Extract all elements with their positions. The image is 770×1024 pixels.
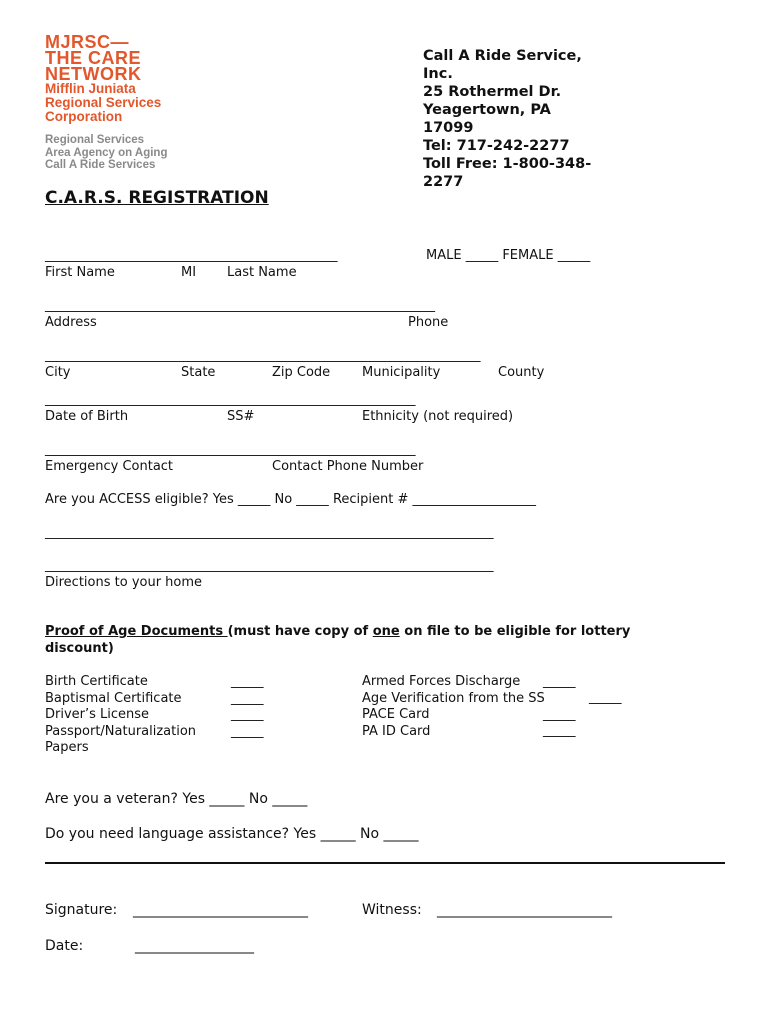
- dob-label: Date of Birth: [45, 409, 129, 424]
- ethnicity-label: Ethnicity (not required): [362, 409, 514, 424]
- proof-item-license: Driver’s License: [45, 707, 150, 722]
- address-line-1: Call A Ride Service,: [423, 48, 582, 64]
- proof-left-list: [45, 674, 196, 757]
- logo-line-4: Mifflin Juniata: [45, 81, 136, 96]
- proof-heading-one: one: [372, 624, 400, 639]
- date-label: Date:: [45, 938, 84, 954]
- proof-item-birth: Birth Certificate: [45, 674, 148, 689]
- county-label: County: [498, 365, 545, 380]
- name-line[interactable]: _____________________________________________: [45, 248, 338, 263]
- proof-blank[interactable]: _____: [231, 674, 264, 689]
- witness-label: Witness:: [362, 902, 422, 918]
- proof-item-ss-verification: Age Verification from the SS: [362, 690, 545, 706]
- directions-line-2[interactable]: _____________________________________________________________________: [45, 558, 494, 573]
- address-line-2: Inc.: [423, 66, 453, 82]
- proof-heading-text-1: (must have copy of: [227, 624, 373, 639]
- logo-org: [45, 82, 161, 124]
- address-line-5: 17099: [423, 120, 474, 136]
- proof-item-papers: Papers: [45, 740, 89, 755]
- logo: [45, 34, 142, 82]
- signature-line[interactable]: _________________________: [133, 902, 308, 918]
- page-title: C.A.R.S. REGISTRATION: [45, 188, 269, 208]
- address-line-7: Toll Free: 1-800-348-: [423, 156, 592, 172]
- logo-sub-3: Call A Ride Services: [45, 159, 156, 171]
- dob-line[interactable]: _________________________________________________________: [45, 392, 416, 407]
- proof-heading-text-2: on file to be eligible for lottery: [399, 624, 631, 639]
- city-line[interactable]: ___________________________________________________________________: [45, 348, 481, 363]
- address-label: Address: [45, 315, 97, 330]
- date-line[interactable]: _________________: [135, 938, 254, 954]
- proof-heading-line-2: discount): [45, 641, 114, 656]
- proof-blank[interactable]: _____: [589, 690, 622, 705]
- logo-line-5: Regional Services: [45, 95, 162, 110]
- proof-blank[interactable]: _____: [231, 690, 264, 706]
- contact-phone-label: Contact Phone Number: [272, 459, 424, 474]
- proof-item-baptismal: Baptismal Certificate: [45, 690, 182, 706]
- proof-heading: [45, 624, 630, 639]
- access-eligible-field[interactable]: Are you ACCESS eligible? Yes _____ No _____ Recipient # ___________________: [45, 492, 537, 507]
- address-line-6: Tel: 717-242-2277: [423, 138, 570, 154]
- zip-label: Zip Code: [272, 365, 331, 380]
- proof-blank[interactable]: _____: [231, 723, 264, 739]
- proof-left-blanks: [231, 674, 264, 740]
- address-line-3: 25 Rothermel Dr.: [423, 84, 562, 100]
- veteran-field[interactable]: Are you a veteran? Yes _____ No _____: [45, 791, 308, 807]
- phone-label: Phone: [408, 315, 449, 330]
- emergency-label: Emergency Contact: [45, 459, 174, 474]
- divider: [45, 862, 725, 864]
- municipality-label: Municipality: [362, 365, 441, 380]
- proof-right-list: [362, 674, 545, 740]
- address-line-8: 2277: [423, 174, 464, 190]
- proof-blank[interactable]: _____: [543, 674, 576, 689]
- logo-sub-1: Regional Services: [45, 134, 145, 146]
- directions-line-1[interactable]: _____________________________________________________________________: [45, 525, 494, 540]
- gender-field[interactable]: MALE _____ FEMALE _____: [426, 248, 591, 263]
- proof-blank[interactable]: _____: [543, 707, 576, 722]
- logo-line-2: THE CARE: [45, 48, 142, 68]
- logo-line-1: MJRSC—: [45, 32, 130, 52]
- city-label: City: [45, 365, 71, 380]
- mi-label: MI: [181, 265, 197, 280]
- proof-item-passport: Passport/Naturalization: [45, 723, 197, 739]
- logo-services: [45, 134, 167, 172]
- proof-item-pace: PACE Card: [362, 707, 430, 722]
- proof-blank[interactable]: _____: [543, 723, 576, 738]
- proof-blank[interactable]: _____: [231, 707, 264, 722]
- logo-sub-2: Area Agency on Aging: [45, 146, 168, 159]
- ss-label: SS#: [227, 409, 255, 424]
- proof-item-armed-forces: Armed Forces Discharge: [362, 674, 521, 689]
- address-line[interactable]: ____________________________________________________________: [45, 298, 435, 313]
- proof-item-pa-id: PA ID Card: [362, 723, 431, 739]
- witness-line[interactable]: _________________________: [437, 902, 612, 918]
- language-field[interactable]: Do you need language assistance? Yes _____ No _____: [45, 826, 419, 842]
- emergency-line[interactable]: _________________________________________________________: [45, 442, 416, 457]
- logo-line-3: NETWORK: [45, 64, 142, 84]
- state-label: State: [181, 365, 216, 380]
- first-name-label: First Name: [45, 265, 115, 280]
- address-line-4: Yeagertown, PA: [423, 102, 551, 118]
- logo-line-6: Corporation: [45, 109, 123, 124]
- proof-heading-title: Proof of Age Documents: [45, 624, 228, 639]
- signature-label: Signature:: [45, 902, 118, 918]
- last-name-label: Last Name: [227, 265, 297, 280]
- directions-label: Directions to your home: [45, 575, 203, 590]
- address-block: [423, 47, 592, 190]
